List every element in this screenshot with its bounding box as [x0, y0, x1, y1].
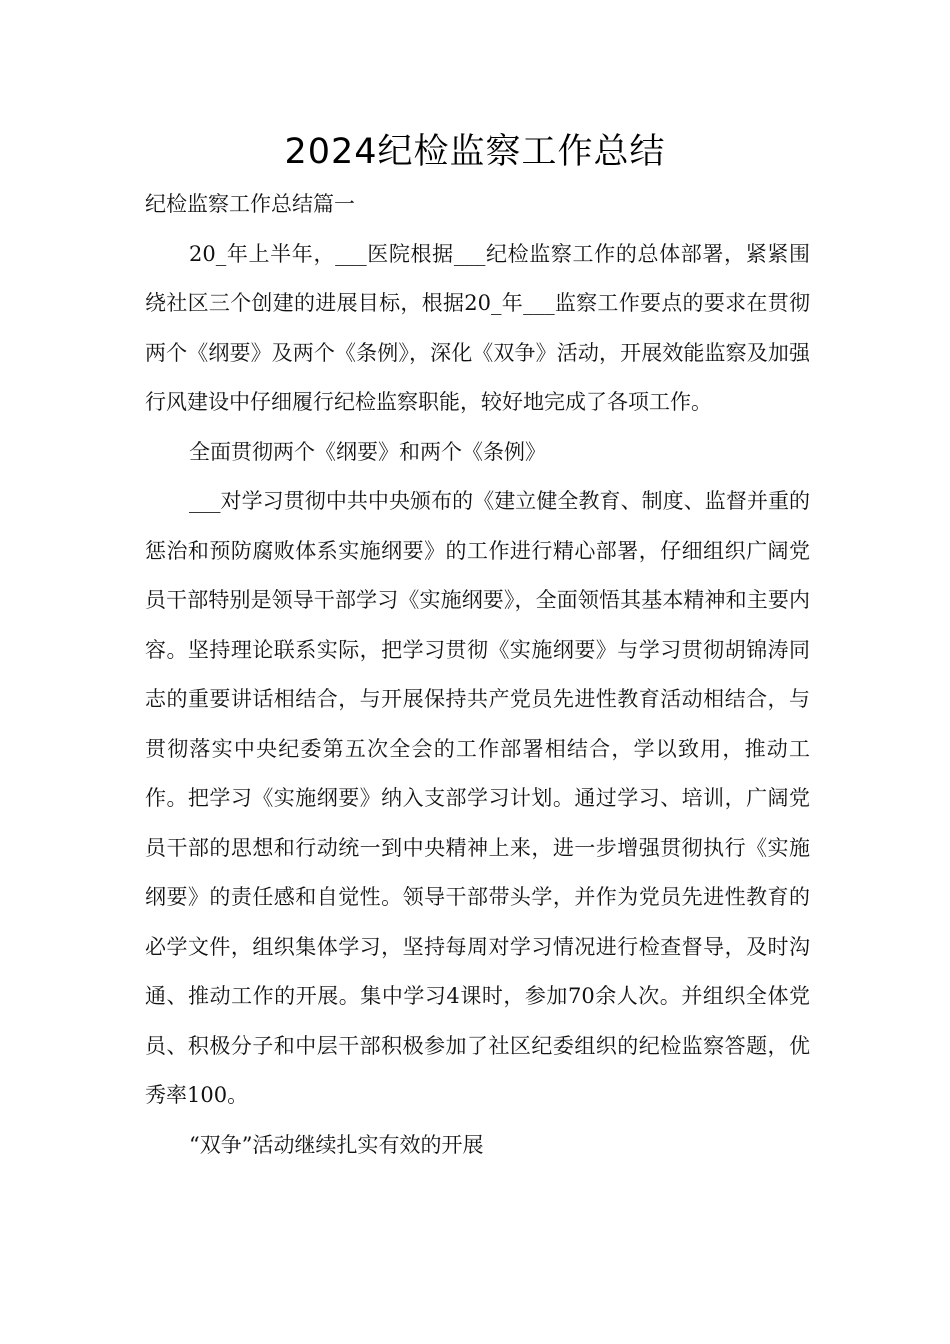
document-title: 2024纪检监察工作总结 — [284, 132, 666, 172]
subheading-gangyao: 全面贯彻两个《纲要》和两个《条例》 — [189, 439, 546, 464]
section-heading: 纪检监察工作总结篇一 — [145, 192, 355, 216]
paragraph-intro: 20_年上半年，___医院根据___纪检监察工作的总体部署，紧紧围绕社区三个创建的进展目标，根据20_年___监察工作要点的要求在贯彻两个《纲要》及两个《条例》，深化《双争》活动，开展效能监察及加强行风建设中仔细履行纪检监察职能，较好地完成了各项工作。 — [145, 241, 810, 414]
paragraph-study: ___对学习贯彻中共中央颁布的《建立健全教育、制度、监督并重的惩治和预防腐败体系实施纲要》的工作进行精心部署，仔细组织广阔党员干部特别是领导干部学习《实施纲要》，全面领悟其基本精神和主要内容。坚持理论联系实际，把学习贯彻《实施纲要》与学习贯彻胡锦涛同志的重要讲话相结合，与开展保持共产党员先进性教育活动相结合，与贯彻落实中央纪委第五次全会的工作部署相结合，学以致用，推动工作。把学习《实施纲要》纳入支部学习计划。通过学习、培训，广阔党员干部的思想和行动统一到中央精神上来，进一步增强贯彻执行《实施纲要》的责任感和自觉性。领导干部带头学，并作为党员先进性教育的必学文件，组织集体学习，坚持每周对学习情况进行检查督导，及时沟通、推动工作的开展。集中学习4课时，参加70余人次。并组织全体党员、积极分子和中层干部积极参加了社区纪委组织的纪检监察答题，优秀率100。 — [145, 489, 810, 1107]
document-body — [145, 180, 810, 1170]
subheading-shuangzheng: “双争”活动继续扎实有效的开展 — [189, 1132, 484, 1157]
